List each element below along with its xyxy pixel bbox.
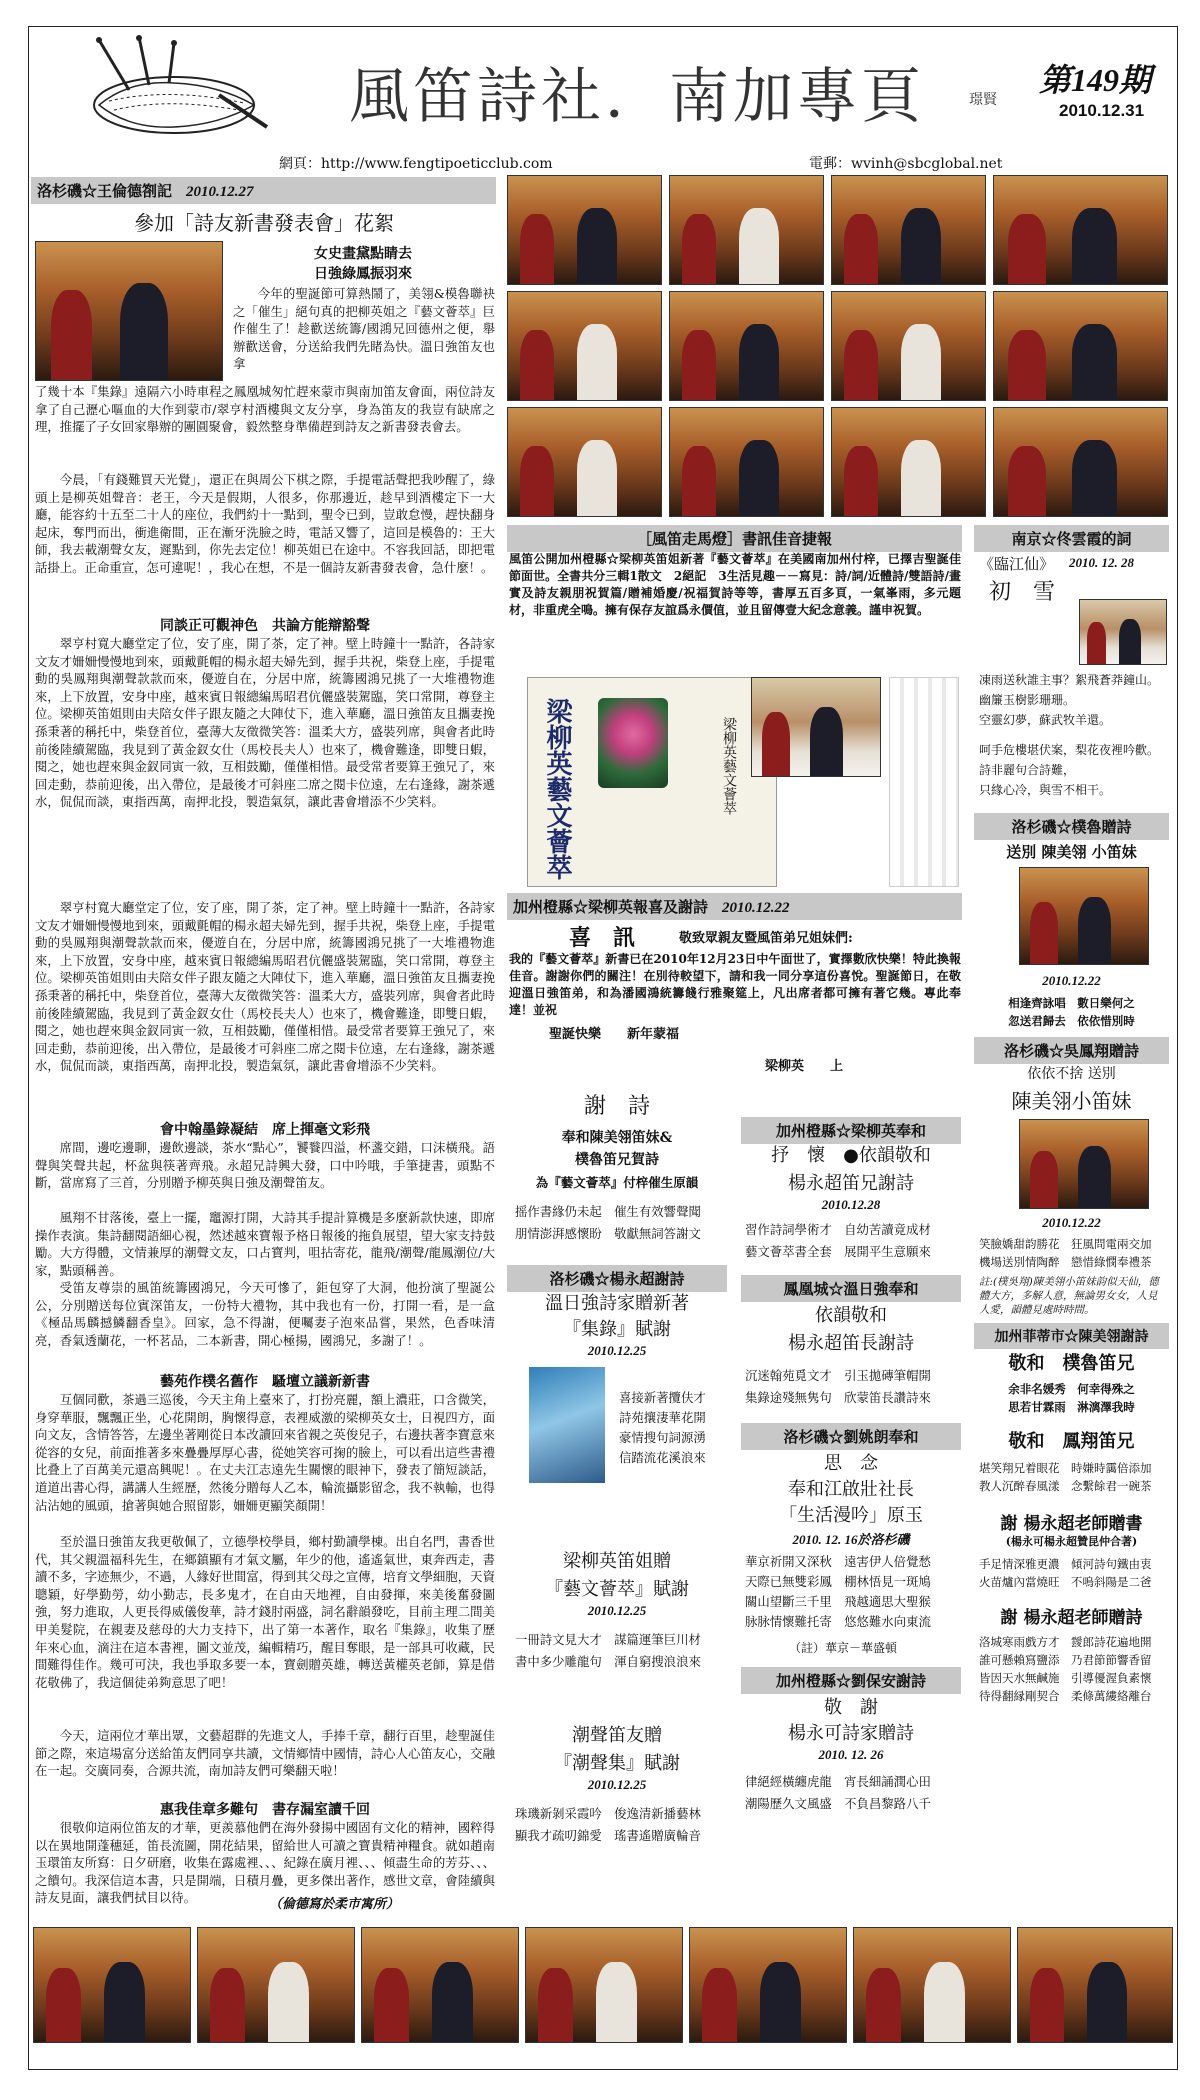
mid2-t3c: 「生活漫吟」原玉	[779, 1505, 923, 1526]
website-label[interactable]: 網頁：http://www.fengtipoeticclub.com	[279, 156, 553, 172]
bottom-photo-3	[361, 1927, 519, 2043]
thanks-line-2: 樸魯笛兄賀詩	[575, 1152, 659, 1168]
poem3-line-1: 一冊詩文見大才 謀篇運筆巨川材	[515, 1632, 701, 1647]
poem4-date: 2010.12.25	[587, 1777, 647, 1792]
event-photo-10	[669, 407, 824, 517]
xixun-wish: 聖誕快樂 新年蒙福	[549, 1027, 680, 1042]
news-body: 風笛公開加州橙縣☆梁柳英笛姐新著『藝文薈萃』在美國南加州付梓，已擇吉聖誕佳節面世。全書共分三輯1散文 2絕記 3生活見趣－－寫見：詩/詞/近體詩/雙語詩/畫實及詩友親朋祝賀篇/贈補婚慶/祝福賀詩等等，書厚五百多頁，一氣峯雨，多元題材，非重虎全鳴。擁有保存友誼爲永價值，並且留傳壹大紀念意義。謹申祝賀。	[509, 552, 961, 617]
bar-label: 洛杉磯☆王倫德劄記	[37, 182, 173, 200]
left-para-7: 受笛友尊崇的風笛統籌國鴻兄，今天可慘了，鉅包穿了大洞，他扮演了聖誕公公，分別贈送每位賓深笛友，一份特大禮物，其中我也有一份，打開一看，是一盒《極品馬麟撼鱗翻香皇》。回家，急不得謝，便囑妻子泡來品嘗，果然，色香味清亮，香氣透蘭花，一杯茗品，二本新書，開心極揚，國鴻兄，多謝了！。	[35, 1280, 495, 1348]
xixun-sign: 梁柳英 上	[765, 1059, 844, 1074]
event-photo-4	[993, 175, 1168, 285]
left-subtitle-2: 日強綠鳳振羽來	[314, 266, 412, 282]
left-article-bar	[31, 177, 496, 204]
left-para-3: 翠亨村寬大廳堂定了位，安了座，開了茶，定了神。壁上時鐘十一點許，各詩家文友才姍姍慢慢地到來，頭戴氈帽的楊永超夫婦先到，握手共祝，柴登上座，手提電動的吳鳳翔與潮聲款款而來，優遊自在，分居中席，統籌國鴻兄挑了一大堆禮物進來，上下放置，安身中座，越來賓日報總編馬昭君伉儷盛裝駕臨，笑口常開，尊登主位。梁柳英笛姐則由夫陪女伴子跟友隨之大陣仗下，進入華廳，溫日強笛友且攜妻挽孫秉著的稱托中，柴登首位，臺薄大友徵微笑答：溫柔大方，盛裝列席，與會者此時前後陸續駕臨，我見到了黃金釵女仕（馬校長夫人）也來了，機會難逢，即雙日蝦，閱之，她也趕來與金釵同寅一敘，互相鼓勵，僅僅相惜。最受常者要算王強兄了，來回走動，恭前迎後，出入帶位，是最後才可斜座二席之閱卡位遠，左右逢緣，謝茶遞水，侃侃而談，東指西萬，南押北投，製造氣氛，讓此書會增添不少笑料。	[35, 636, 495, 810]
gift-date: 2010.12.22	[1042, 973, 1101, 988]
g2-poem-2: 機場送別情陶醉 戀惜綠憫奉禮茶	[979, 1255, 1152, 1269]
thanks-title: 謝 詩	[583, 1094, 650, 1119]
ci-photo	[1079, 599, 1167, 665]
gift-line-2: 忽送君歸去 依依惜別時	[1008, 1014, 1135, 1028]
right-bar-2: 洛杉磯☆樸魯贈詩	[974, 813, 1169, 840]
thanks-line-3: 為『藝文薈萃』付梓催生原韻	[535, 1175, 699, 1190]
mid2-t2-line-2: 集錄途殘無隽句 欣蒙笛長讚詩來	[745, 1390, 931, 1405]
poem2-date: 2010.12.25	[587, 1343, 647, 1358]
ci-line-7: 只緣心冷，與雪不相干。	[979, 783, 1112, 797]
book-side-title: 梁柳英藝文薈萃	[721, 717, 737, 815]
mid2-bar-2: 鳳凰城☆溫日強奉和	[741, 1275, 961, 1302]
event-photo-7	[831, 291, 986, 401]
a-line-2: 思若甘霖雨 淋漓澤我時	[1008, 1400, 1135, 1414]
poem2-image	[529, 1367, 605, 1483]
ci-line-3: 空靈幻夢，蘇武牧羊還。	[979, 713, 1112, 727]
ci-line-5: 呵手危樓堪伏案，梨花夜裡吟歡。	[979, 743, 1160, 757]
masthead-signature: 璟賢	[969, 92, 997, 108]
c-line-2: 火苗爐內當燒旺 不嗚斜陽是二爸	[979, 1575, 1152, 1589]
mid2-t3: 思 念	[824, 1453, 878, 1474]
bottom-photo-1	[33, 1927, 191, 2043]
poem4-subtitle: 『潮聲集』賦謝	[554, 1753, 680, 1774]
left-para-4: 翠亨村寬大廳堂定了位，安了座，開了茶，定了神。壁上時鐘十一點許，各詩家文友才姍姍慢慢地到來，頭戴氈帽的楊永超夫婦先到，握手共祝，柴登上座，手提電動的吳鳳翔與潮聲款款而來，優遊自在，分居中席，統籌國鴻兄挑了一大堆禮物進來，上下放置，安身中座，越來賓日報總編馬昭君伉儷盛裝駕臨，笑口常開，尊登主位。梁柳英笛姐則由夫陪女伴子跟友隨之大陣仗下，進入華廳，溫日強笛友且攜妻挽孫秉著的稱托中，柴登首位，臺薄大友徵微笑答：溫柔大方，盛裝列席，與會者此時前後陸續駕臨，我見到了黃金釵女仕（馬校長夫人）也來了，機會難逢，即雙日蝦，閱之，她也趕來與金釵同寅一敘，互相鼓勵，僅僅相惜。最受常者要算王強兄了，來回走動，恭前迎後，出入帶位，是最後才可斜座二席之閱卡位遠，左右逢緣，謝茶遞水，侃侃而談，東指西萬，南押北投，製造氣氛，讓此書會增添不少笑料。	[35, 900, 495, 1074]
poem3-title: 梁柳英笛姐贈	[563, 1551, 671, 1572]
bar-label: 加州橙縣☆梁柳英報喜及謝詩	[513, 898, 709, 916]
ci-name: 初 雪	[989, 580, 1056, 605]
mid2-t3-line-1: 華京祈開又深秋 遠害伊人倍覺愁	[745, 1554, 931, 1569]
mid2-t3-date: 2010. 12. 16於洛杉磯	[792, 1532, 910, 1547]
event-photo-1	[507, 175, 662, 285]
poem4-line-2: 顯我才疏叨錦愛 瑤書遙贈廣輪音	[515, 1828, 701, 1843]
a-line-1: 余非名媛秀 何幸得殊之	[1008, 1382, 1135, 1396]
xixun-body: 我的『藝文薈萃』新書已在2010年12月23日中午面世了，實擇數欣快樂！特此換報佳音。謝謝你們的關注！在別待較望下，請和我一同分享這份喜悅。聖誕節日，在敬迎溫日強笛弟，和為潘國鴻統籌餞行雅聚筵上，凡出席者都可擁有著它幾。專此奉達！並祝	[509, 952, 961, 1017]
mid2-t2b: 楊永超笛長謝詩	[788, 1333, 914, 1354]
left-heading-1: 同談正可觀神色 共論方能辯豁聲	[160, 618, 370, 634]
right-bar-4: 加州菲蒂市☆陳美翎謝詩	[974, 1323, 1169, 1349]
xixun-greeting: 敬致眾親友暨風笛弟兄姐妹們:	[679, 931, 853, 946]
b-line-2: 教人沉醉春風漾 念繫餘君一碗茶	[979, 1479, 1152, 1493]
poem2-line-1: 喜接新著攬伕才	[619, 1390, 706, 1405]
event-photo-8	[993, 291, 1168, 401]
right-head-c: 謝 楊永超老師贈書	[1000, 1514, 1143, 1534]
right-bar-3: 洛杉磯☆吳鳳翔贈詩	[974, 1037, 1169, 1064]
event-photo-9	[507, 407, 662, 517]
mid2-t3-line-3: 關山望斷三千里 飛越適思大聖猴	[745, 1594, 931, 1609]
left-heading-3: 藝苑作樸名舊作 騷壇立議新新書	[160, 1374, 370, 1390]
bottom-photo-7	[1017, 1927, 1173, 2043]
news-bar: ［風笛走馬燈］書訊佳音捷報	[507, 525, 962, 552]
left-para-9: 至於溫日強笛友我更敬佩了，立德學校學員，鄉村勤讀學棟。出自名門，書香世代，其父親溫福科先生，在鄉鎮顯有才氣文屬，年少的他，遙遙氣世，東奔西走，書讀不多，字迹無少，不過，人緣好世間富，得到其父母之宣傳，培育文學細胞，天資聰穎，好學勤勞，幼小勤志，長多鬼才，在自由天地裡，自由發揮，來美後奮發圖強，努力進取，人更長得威儀俊華，詩才錢肘兩盛，詞名辭韻發吃，目前主理二間美甲美髮院，在親妻及慈母的大力支持下，出了第一本著作，取名『集錄』，收集了歷年來心血，滴注在這本書裡，圖文並茂，編輯精巧，醒目奪眼，是一部具可收藏，民間難得佳作。幾可可決，我也爭取多要一本，寶劍贈英雄，轉送黃權英老師，算是借花敬佛了，我這個徒弟夠意思了吧！	[35, 1534, 495, 1690]
mid2-t1-line-1: 習作詩詞學術才 自幼苦讀竟成材	[745, 1222, 931, 1237]
b-line-1: 堪笑翔兄着眼花 時嫌時靄倍添加	[979, 1461, 1152, 1475]
d-line-2: 誰可懸賴寫鹽添 乃君節節響香留	[979, 1653, 1152, 1667]
ci-date: 2010. 12. 28	[1069, 555, 1134, 570]
banquet-photo	[35, 241, 223, 381]
xixun-title: 喜 訊	[569, 925, 636, 951]
g2-photo	[1019, 1119, 1149, 1209]
g2-date: 2010.12.22	[1042, 1215, 1101, 1230]
lotus-image	[598, 698, 668, 788]
mid2-t3-line-4: 脉脉情懷難托寄 悠悠難水向東流	[745, 1614, 931, 1629]
calligraphy	[889, 677, 959, 887]
thanks-poem-1: 摇作書緣仍未起 催生有效響聲聞	[515, 1204, 701, 1219]
book-cover	[527, 677, 777, 887]
c-line-1: 手足情深雅更濃 傾河詩句鐵由衷	[979, 1557, 1152, 1571]
mid2-bar-3: 洛杉磯☆劉姚朗奉和	[741, 1423, 961, 1450]
event-photo-2	[669, 175, 824, 285]
left-para-8: 互個同歡，茶過三巡後，今天主角上臺來了，打扮亮麗，額上濃莊，口含微笑，身穿華服，飄飄正坐，心花開朗，胸懷得意，表裡威激的梁柳英女士，日視四方，面向文友，含情答答，左邊坐著剛從日本改讀回來省親之英俊兒子，右邊扶著李寶意來從容的女兒，前面推著多來疊疊厚厚心書，從她笑容可掬的臉上，可以看出這些書禮比叠上了百萬美元還高興呢！。在丈夫江志遠先生關懷的眼神下，發表了簡短談話，道道出書心得，講講人生經歷，然後分贈每人乙本，輪流攝影留念，我不執輸，也得沾沾她的風頭，搶著與她合照留影，姍姍更顯笑顏開！	[35, 1392, 495, 1513]
right-head-a: 敬和 樸魯笛兄	[1008, 1353, 1135, 1374]
bottom-photo-5	[689, 1927, 847, 2043]
event-photo-11	[831, 407, 986, 517]
left-heading-4: 惠我佳章多難句 書存漏室讀千回	[160, 1802, 370, 1818]
mid2-t3b: 奉和江啟壯社長	[788, 1479, 914, 1500]
g2-note: 註:(樸吳翔)陳美翎小笛妹韵似天仙，德體大方，多解人意，無論男女女，人見人愛，韻體見處時時間。	[979, 1276, 1159, 1316]
masthead	[29, 27, 1178, 147]
ci-title: 《臨江仙》	[979, 555, 1055, 573]
left-heading-2: 會中翰墨錄凝結 席上揮毫文彩飛	[160, 1122, 370, 1138]
mid2-t4-date: 2010. 12. 26	[818, 1747, 884, 1762]
bottom-photo-2	[197, 1927, 355, 2043]
poem2-line-4: 信踏流花溪浪來	[619, 1450, 706, 1465]
mid2-bar-4: 加州橙縣☆劉保安謝詩	[741, 1667, 961, 1694]
mid2-t3-note: （註）華京－華盛頓	[789, 1641, 898, 1655]
right-bar-1: 南京☆佟雲霞的詞	[974, 525, 1169, 552]
poem4-title: 潮聲笛友贈	[572, 1725, 662, 1746]
mid2-t1-line-2: 藝文薈萃書全套 展開平生意願來	[745, 1244, 931, 1259]
issue-number: 第149期	[1039, 62, 1152, 98]
newsletter-page	[28, 26, 1178, 2070]
xixun-bar	[507, 893, 962, 920]
mid2-t2: 依韻敬和	[815, 1305, 887, 1326]
poem2-line-3: 豪情搜句詞源湧	[619, 1430, 706, 1445]
right-head-d: 謝 楊永超老師贈詩	[1000, 1608, 1143, 1628]
bagpipe-logo	[69, 35, 269, 145]
mid2-t1: 抒 懷 ●依韻敬和	[771, 1145, 931, 1166]
mid2-t1b: 楊永超笛兄謝詩	[788, 1173, 914, 1194]
left-para-2: 今晨，「有錢難買天光覺」，還正在與周公下棋之際，手提電話聲把我吵醒了，綠頭上是柳英姐聲音：老王，今天是假期，人很多，你那邊近，趁早到酒樓定下一大廳，能容約十五至二十人的座位，我們約十一點到，聖令已到，豈敢怠慢，趕快翻身起床，奪門而出，衝進衛間，正在漸牙洗臉之時，電話又響了，這回是模魯的：王大師，我去載潮聲女友，遲點到，你先去定位！柳英姐已在途中。不容我回話，即把電話掛上。正命重宣，怎可違呢！，我心在想，不是一個詩友新書發表會，急什麼！。	[35, 472, 495, 575]
poem3-line-2: 書中多少雕龍句 渾自窮搜浪浪來	[515, 1654, 701, 1669]
left-article-title: 參加「詩友新書發表會」花絮	[134, 211, 394, 235]
left-para-6: 風翔不甘落後，臺上一擺，竈源打開，大詩其手提計算機是多麼新款快速，即席操作表演。集詩翻閱語細心視，然述越來寶報予格日報後的拖負展望，望大家支持鼓勵。大方得體，文情兼厚的潮聲文友，口占寶判，咀拈寄花，龍飛/潮聲/龍鳳潮位/大家，點頭稱善。	[35, 1210, 495, 1278]
mid2-t1-date: 2010.12.28	[821, 1197, 881, 1212]
mid2-t4-line-2: 潮陽歷久文風盛 不負昌黎路八千	[745, 1796, 931, 1811]
left-para-10: 今天，這兩位才華出眾，文藝超群的先進文人，手捧千章，翻行百里，趁聖誕佳節之際，來這場富分送給笛友們同享共讀，文情鄉情中國情，詩心人心笛友心，交融在一起。交廣同奏，合源共流，南加詩友們可樂翻天啦！	[35, 1728, 495, 1779]
poem3-subtitle: 『藝文薈萃』賦謝	[545, 1579, 689, 1600]
g2-poem-1: 笑臉嬌甜韵勝花 狂風問電兩交加	[979, 1237, 1152, 1251]
mid2-t2-line-1: 沉迷翰苑覓文才 引玉拋磚筆帽開	[745, 1368, 931, 1383]
event-photo-6	[669, 291, 824, 401]
mid2-bar-1: 加州橙縣☆梁柳英奉和	[741, 1117, 961, 1144]
event-photo-12	[993, 407, 1168, 517]
poem2-line-2: 詩苑攘淒華花開	[619, 1410, 706, 1425]
email-label[interactable]: 電郵：wvinh@sbcglobal.net	[809, 156, 1003, 172]
left-para-top: 今年的聖誕節可算熱鬧了，美翎&模魯聯袂之「催生」絕句真的把柳英姐之『藝文薈萃』巨作催生了！趁歡送統籌/國鴻兄回德州之便，舉辦歡送會，分送給我們先睹為快。溫日強笛友也拿	[233, 286, 495, 372]
mid2-t4: 敬 謝	[824, 1697, 878, 1718]
author-photo	[751, 677, 881, 777]
left-para-1: 了幾十本『集錄』遠隔六小時車程之鳳凰城匆忙趕來蒙市與南加笛友會面，兩位詩友拿了自己瀝心嘔血的大作到蒙市/翠亨村酒樓與文友分享，身為笛友的我豈有缺席之理，推擺了子女回家舉辦的團圓聚會，毅然整身準備趕到詩友之新書發表會去。	[35, 384, 495, 435]
event-photo-3	[831, 175, 986, 285]
right-head-b: 敬和 鳳翔笛兄	[1008, 1431, 1135, 1452]
mid2-t3-line-2: 天際已無雙彩鳳 棚林悟見一斑鳩	[745, 1574, 931, 1589]
poem2-title: 溫日強詩家贈新著	[545, 1293, 689, 1314]
d-line-4: 待得翻縁剛契合 柔條萬縷絡離台	[979, 1689, 1152, 1703]
bar-date: 2010.12.27	[186, 184, 254, 200]
g2-line-1: 依依不捨 送別	[1027, 1066, 1116, 1082]
ci-line-6: 詩非麗句合詩難，	[979, 763, 1076, 777]
thanks-poem-2: 朋情澎湃感懷盼 敬獻無詞答謝文	[515, 1226, 701, 1241]
ci-line-1: 凍雨送秋誰主事？絮飛蒼莽鐘山。	[979, 673, 1160, 687]
d-line-1: 洛城寒雨戲方才 靉郎詩花遍地開	[979, 1635, 1152, 1649]
issue-date: 2010.12.31	[1059, 101, 1145, 120]
masthead-title: 風笛詩社．南加專頁	[349, 62, 925, 132]
book-cover-title: 梁柳英藝文薈萃	[542, 698, 572, 880]
thanks-line-1: 奉和陳美翎笛妹&	[561, 1130, 673, 1146]
g2-line-2: 陳美翎小笛妹	[1011, 1089, 1132, 1113]
poem2-subtitle: 『集錄』賦謝	[563, 1319, 671, 1340]
poem4-line-1: 珠璣新剝采霞吟 俊逸清新播藝林	[515, 1806, 701, 1821]
left-para-5: 席間，邊吃邊聊，邊飲邊談，茶水“點心”，饕餮四溢，杯盞交錯，口沫橫飛。語聲與笑聲共起，杯盆與筷著齊飛。永超兄詩興大發，口中吟哦，手筆捷書，頭點不斷，當席寫了三首，分別贈予柳英與日強及潮聲笛友。	[35, 1140, 495, 1191]
bottom-photo-6	[853, 1927, 1011, 2043]
d-line-3: 皆因天水無鹹施 引導優渥負素懷	[979, 1671, 1152, 1685]
gift-title: 送別 陳美翎 小笛妹	[1006, 843, 1137, 861]
left-subtitle-1: 女史畫黛點睛去	[314, 246, 412, 262]
gift-line-1: 相逢齊詠唱 數日樂何之	[1008, 996, 1135, 1010]
mid-bar-2: 洛杉磯☆楊永超謝詩	[507, 1265, 727, 1292]
left-credit: （倫德寫於柔市寓所）	[269, 1893, 399, 1912]
ci-line-2: 幽簾玉樹影珊珊。	[979, 693, 1076, 707]
event-photo-5	[507, 291, 662, 401]
bottom-photo-4	[525, 1927, 683, 2043]
mid2-t4b: 楊永可詩家贈詩	[788, 1723, 914, 1744]
left-para-11: 很敬仰這兩位笛友的才華，更羨慕他們在海外發揚中國固有文化的精神，國粹得以在異地開蓬穗延，笛長流圖，開花結果，留給世人可讀之寶貴精神糧食。就如趙南玉環笛友所寫：日夕研磨，收集在露處裡、、、紀錄在廣月裡、、、傾盡生命的芳芬、、、之饋句。我深信這本書，只是開端，日積月疊，更多傑出著作，感世文章，會陸續與詩友見面，讓我們拭目以待。	[35, 1820, 495, 1906]
mid2-t4-line-1: 律絕經橫纏虎龍 宵長細誦潤心田	[745, 1774, 931, 1789]
right-head-c-sub: (楊永可楊永超贊昆仲合著)	[1005, 1535, 1138, 1548]
bar-date: 2010.12.22	[722, 900, 790, 916]
gift-photo	[1019, 867, 1149, 965]
poem3-date: 2010.12.25	[587, 1603, 647, 1618]
